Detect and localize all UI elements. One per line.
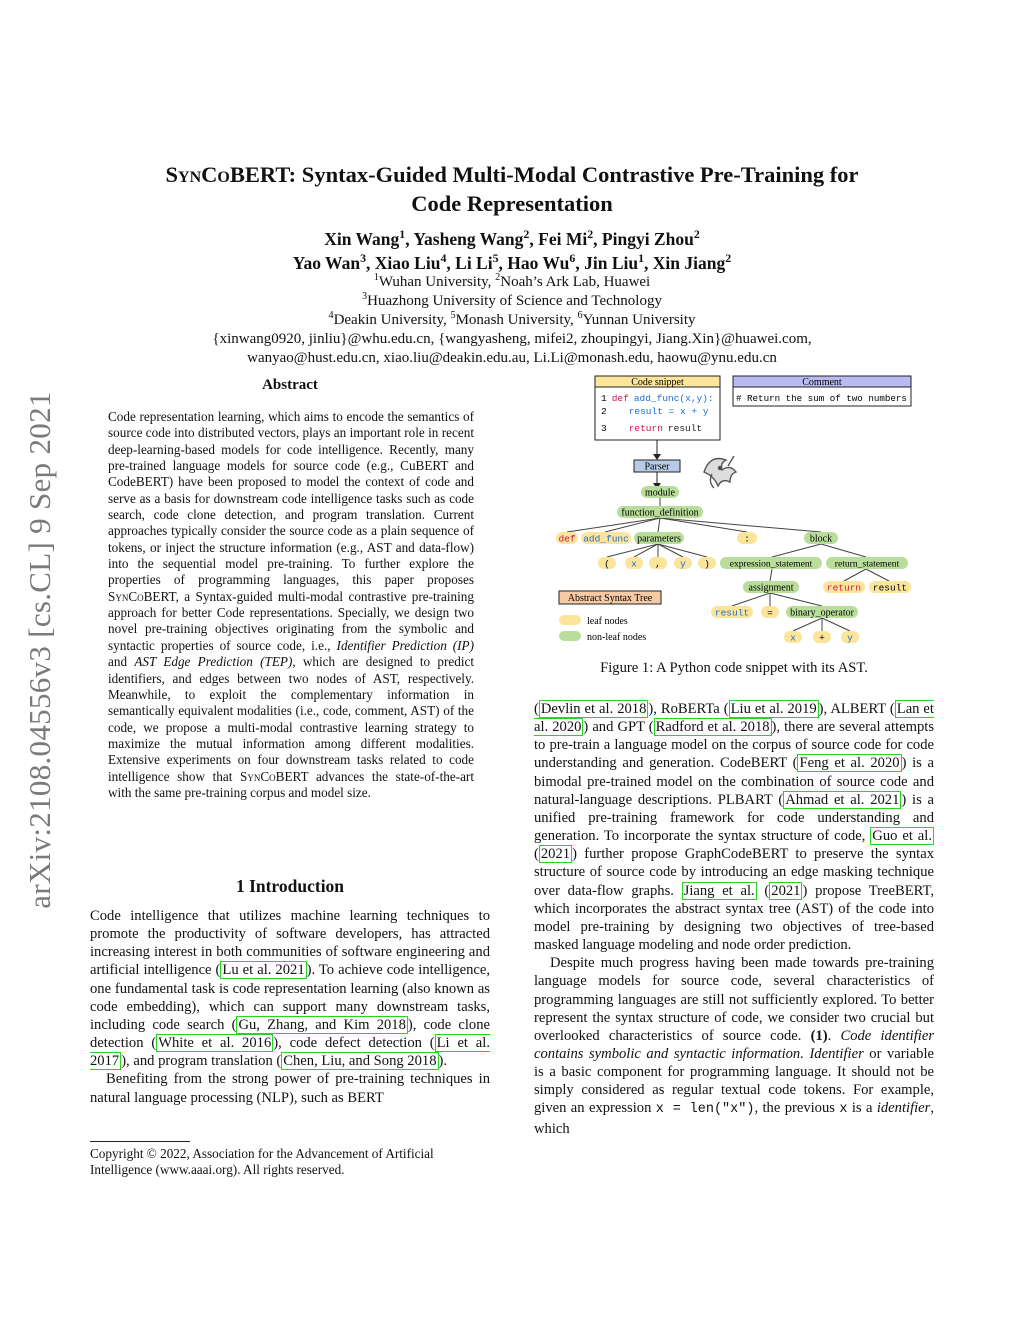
legend-nonleaf-label: non-leaf nodes xyxy=(587,632,647,643)
svg-text:result: result xyxy=(872,582,908,594)
paper-title xyxy=(90,160,934,218)
author-list xyxy=(90,227,934,275)
legend-leaf-swatch xyxy=(559,615,581,625)
svg-text:,: , xyxy=(655,558,661,570)
parser-label: Parser xyxy=(644,461,670,473)
code-line-1: 1 def add_func(x,y): xyxy=(601,393,714,404)
svg-text:return: return xyxy=(826,582,862,594)
svg-text:y: y xyxy=(847,632,853,644)
email-line-1: {xinwang0920, jinliu}@whu.edu.cn, {wangyasheng, mifei2, zhoupingyi, Jiang.Xin}@huawei.com, xyxy=(212,331,812,347)
title-line-2: Code Representation xyxy=(411,191,613,216)
svg-text:binary_operator: binary_operator xyxy=(790,607,854,619)
citation-link[interactable]: Guo et al. xyxy=(872,828,932,845)
citation-link[interactable]: Lan et al. 2020 xyxy=(534,701,934,736)
svg-text:result: result xyxy=(714,607,750,619)
citation-link[interactable]: White et al. 2016 xyxy=(158,1035,272,1052)
svg-text:module: module xyxy=(645,487,675,499)
author-name: Jin Liu xyxy=(584,253,639,273)
author-affiliation-mark: 2 xyxy=(725,251,732,266)
legend-nonleaf-swatch xyxy=(559,631,581,641)
citation-link[interactable]: Gu, Zhang, and Kim 2018 xyxy=(238,1016,406,1033)
author-name: Xin Wang xyxy=(324,229,400,249)
svg-text:function_definition: function_definition xyxy=(621,507,699,519)
author-affiliation-mark: 3 xyxy=(360,251,367,266)
email-line-2: wanyao@hust.edu.cn, xiao.liu@deakin.edu.au, Li.Li@monash.edu, haowu@ynu.edu.cn xyxy=(247,350,777,366)
footnote-divider xyxy=(90,1141,190,1142)
title-line-1: SynCoBERT: Syntax-Guided Multi-Modal Contrastive Pre-Training for xyxy=(165,162,859,187)
author-name: Pingyi Zhou xyxy=(601,229,694,249)
citation-link[interactable]: Lu et al. 2021 xyxy=(222,962,305,979)
citation-link[interactable]: Liu et al. 2019 xyxy=(730,701,817,717)
author-affiliation-mark: 2 xyxy=(693,227,700,242)
affiliation-line-3: $^4$Deakin University, $^5$Monash University, $^6$Yunnan University xyxy=(328,310,696,328)
affiliations xyxy=(90,273,934,368)
citation-link[interactable]: Devlin et al. 2018 xyxy=(540,701,647,717)
inline-code: x = len("x") xyxy=(655,1102,755,1118)
arxiv-identifier: arXiv:2108.04556v3 [cs.CL] 9 Sep 2021 xyxy=(22,391,57,909)
abstract-heading: Abstract xyxy=(262,377,318,393)
author-name: Hao Wu xyxy=(507,253,570,273)
citation-link[interactable]: Feng et al. 2020 xyxy=(799,755,900,772)
code-line-3: 3 return result xyxy=(601,423,703,434)
author-name: Xin Jiang xyxy=(652,253,726,273)
affiliation-line-1: $^1$Wuhan University, $^2$Noah’s Ark Lab, Huawei xyxy=(373,272,651,290)
introduction-text: Code intelligence that utilizes machine learning techniques to promote the productivity of software developers, has attracted increasing interest in both communities of software engineering and artificial intelligence ( Lu et al. 2021 ). To achieve code intelligence, one fundamental task is code representation learning (also known as code embedding), which can support many downstream tasks, including code search ( Gu, Zhang, and Kim 2018 ), code clone detection ( White et al. 2016 ), code defect detection ( Li et al. 2017 ), and program translation ( Chen, Liu, and Song 2018 ). Benefiting from the strong power of pre-training techniques in natural language processing (NLP), such as BERT xyxy=(90,908,491,1106)
svg-text:add_func: add_func xyxy=(583,533,629,545)
svg-text:def: def xyxy=(558,533,576,545)
svg-text:return_statement: return_statement xyxy=(834,558,900,570)
citation-link[interactable]: Li et al. 2017 xyxy=(90,1035,490,1070)
affiliation-line-2: $^3$Huazhong University of Science and Technology xyxy=(362,291,662,309)
author-affiliation-mark: 2 xyxy=(523,227,530,242)
citation-link[interactable]: 2021 xyxy=(540,846,571,863)
ast-label: Abstract Syntax Tree xyxy=(567,593,653,604)
citation-link[interactable]: Jiang et al. xyxy=(683,882,755,899)
code-line-2: 2 result = x + y xyxy=(601,406,709,417)
citation-link[interactable]: Chen, Liu, and Song 2018 xyxy=(283,1053,437,1070)
author-affiliation-mark: 5 xyxy=(492,251,499,266)
right-paragraph-2: Despite much progress having been made towards pre-training language models for source code, several characteristics of programming languages are still not sufficiently explored. To better represent the syntax structure of code, we consider two crucial but overlooked characteristics of source code. (1). Code identifier contains symbolic and syntactic information. Identifier or variable is a basic component for programming language. It should not be simply considered as regular textual code tokens. For example, given an expression x = len("x"), the previous x is a identifier, which xyxy=(534,955,935,1137)
right-column-text xyxy=(534,700,934,1138)
citation-link[interactable]: Radford et al. 2018 xyxy=(655,719,770,736)
svg-text:expression_statement: expression_statement xyxy=(729,558,813,570)
svg-text:y: y xyxy=(680,558,686,570)
author-name: Li Li xyxy=(455,253,493,273)
citation-link[interactable]: Ahmad et al. 2021 xyxy=(785,791,900,808)
right-paragraph-1: ( Devlin et al. 2018 ), RoBERTa ( Liu et al. 2019 ), ALBERT ( Lan et al. 2020 ) and GPT ( Radford et al. 2018 ), there are several attempts to pre-train a language model on the corpus of source code for code understanding and generation. CodeBERT ( Feng et al. 2020 ) is a bimodal pre-trained model on the combination of source code and natural-language descriptions. PLBART ( Ahmad et al. 2021 ) is a unified pre-training framework for code understanding and generation. To incorporate the syntax structure of code, Guo et al. ( 2021 ) further propose GraphCodeBERT to preserve the syntax structure of source code by introducing an edge masking technique over data-flow graphs. Jiang et al. ( 2021 ) propose TreeBERT, which incorporates the abstract syntax tree (AST) of the code into model pre-training by designing two objectives of tree-based masked language modeling and node order prediction. xyxy=(534,701,935,954)
copyright-footnote: Copyright © 2022, Association for the Advancement of Artificial Intelligence (www.aaai.org). All rights reserved. xyxy=(90,1146,434,1177)
comment-title: Comment xyxy=(802,377,842,388)
svg-text:(: ( xyxy=(604,558,610,570)
svg-text:block: block xyxy=(809,533,833,545)
citation-link[interactable]: 2021 xyxy=(771,882,801,899)
svg-text:=: = xyxy=(767,607,773,619)
author-name: Xiao Liu xyxy=(374,253,441,273)
section-heading-introduction: 1 Introduction xyxy=(235,876,345,896)
code-snippet-title: Code snippet xyxy=(631,377,684,388)
author-affiliation-mark: 2 xyxy=(587,227,594,242)
inline-code: x xyxy=(839,1102,848,1118)
author-name: Fei Mi xyxy=(538,229,588,249)
author-affiliation-mark: 1 xyxy=(399,227,406,242)
authors-line-2: Yao Wan$^3$, Xiao Liu$^4$, Li Li$^5$, Hao Wu$^6$, Jin Liu$^1$, Xin Jiang$^2$ xyxy=(292,251,732,273)
legend-leaf-label: leaf nodes xyxy=(587,616,628,627)
svg-text:assignment: assignment xyxy=(748,582,794,594)
arxiv-sidebar xyxy=(14,365,66,935)
ast-diagram-svg xyxy=(552,372,924,652)
svg-text:x: x xyxy=(790,632,796,644)
svg-text:): ) xyxy=(704,558,710,570)
author-name: Yasheng Wang xyxy=(413,229,524,249)
authors-line-1: Xin Wang$^1$, Yasheng Wang$^2$, Fei Mi$^2$, Pingyi Zhou$^2$ xyxy=(324,227,700,249)
svg-text:+: + xyxy=(819,632,825,644)
author-affiliation-mark: 1 xyxy=(638,251,645,266)
svg-text:parameters: parameters xyxy=(637,533,681,545)
tree-sitter-mascot-icon xyxy=(704,456,736,488)
author-affiliation-mark: 4 xyxy=(440,251,447,266)
abstract-body: Code representation learning, which aims to encode the semantics of source code into distributed vectors, plays an important role in recent deep-learning-based models for code intelligence. Recently, many pre-trained language models for source code (e.g., CuBERT and CodeBERT) have been proposed to model the context of code and serve as a basis for downstream code intelligence tasks such as code search, code clone detection, and program translation. Current approaches typically consider the source code as a plain sequence of tokens, or inject the structure information (e.g., AST and data-flow) into the sequential model pre-training. To further explore the properties of programming languages, this paper proposes SynCoBERT, a Syntax-guided multi-modal contrastive pre-training approach for better Code representations. Specially, we design two novel pre-training objectives originating from the symbolic and syntactic properties of source code, i.e., Identifier Prediction (IP) and AST Edge Prediction (TEP), which are designed to predict identifiers, and edges between two nodes of AST, respectively. Meanwhile, to exploit the complementary information in semantically equivalent modalities (i.e., code, comment, AST) of the code, we propose a multi-modal contrastive learning strategy to maximize the mutual information among different modalities. Extensive experiments on four downstream tasks related to code intelligence show that SynCoBERT advances the state-of-the-art with the same pre-training corpus and model size. xyxy=(108,409,475,800)
figure-1-ast-diagram xyxy=(552,372,924,652)
svg-text:x: x xyxy=(631,558,637,570)
author-affiliation-mark: 6 xyxy=(569,251,576,266)
author-name: Yao Wan xyxy=(292,253,361,273)
svg-text::: : xyxy=(744,533,750,545)
figure-1-caption: Figure 1: A Python code snippet with its AST. xyxy=(600,660,868,676)
comment-text: # Return the sum of two numbers xyxy=(736,393,907,404)
